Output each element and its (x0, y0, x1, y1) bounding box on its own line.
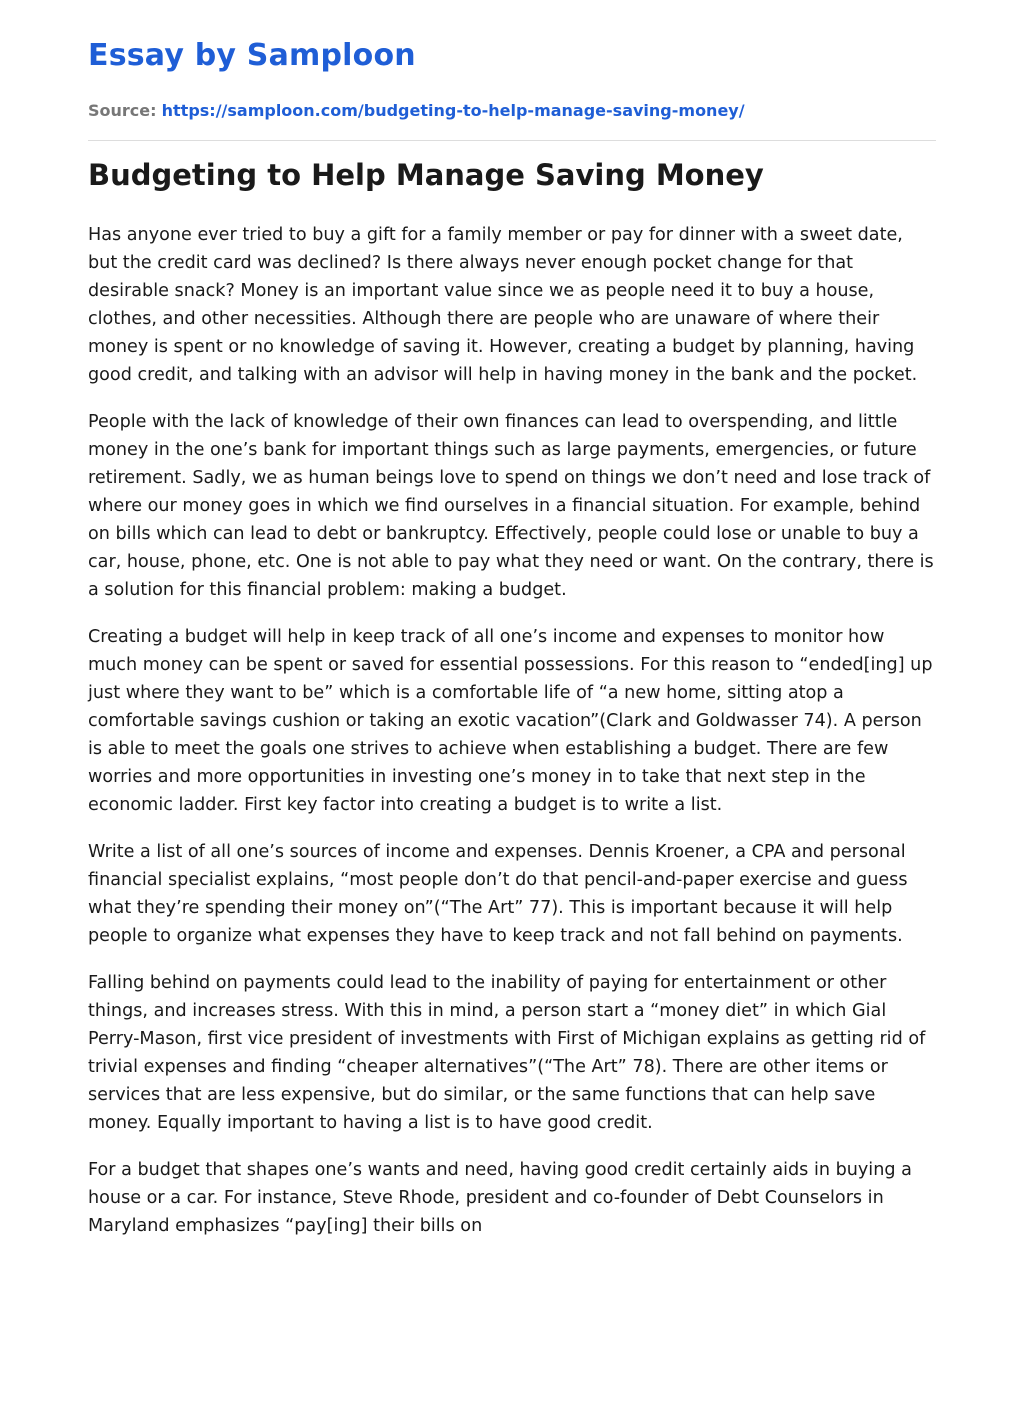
essay-paragraph: For a budget that shapes one’s wants and need, having good credit certainly aids in buying a house or a car. For instance, Steve Rhode, president and co-founder of Debt Counselors in Maryland emphasizes “pay[ing] their bills on (88, 1160, 912, 1236)
essay-title: Budgeting to Help Manage Saving Money (88, 158, 764, 192)
source-label: Source: (88, 101, 157, 120)
essay-paragraph: Falling behind on payments could lead to the inability of paying for entertainment or other things, and increases stress. With this in mind, a person start a “money diet” in which Gial Perry-Mason, first vice president of investments with First of Michigan explains as getting rid of trivial expenses and finding “cheaper alternatives”(“The Art” 78). There are other items or services that are less expensive, but do similar, or the same functions that can help save money. Equally important to having a list is to have good credit. (88, 973, 926, 1133)
essay-page (88, 0, 936, 1240)
brand-title: Essay by Samploon (88, 38, 416, 73)
essay-body (88, 221, 936, 1240)
header-divider (88, 140, 936, 141)
source-line (88, 100, 936, 122)
essay-paragraph: Write a list of all one’s sources of income and expenses. Dennis Kroener, a CPA and personal financial specialist explains, “most people don’t do that pencil-and-paper exercise and guess what they’re spending their money on”(“The Art” 77). This is important because it will help people to organize what expenses they have to keep track and not fall behind on payments. (88, 842, 908, 946)
source-link[interactable]: https://samploon.com/budgeting-to-help-manage-saving-money/ (161, 101, 745, 120)
essay-paragraph: People with the lack of knowledge of their own finances can lead to overspending, and little money in the one’s bank for important things such as large payments, emergencies, or future retirement. Sadly, we as human beings love to spend on things we don’t need and lose track of where our money goes in which we find ourselves in a financial situation. For example, behind on bills which can lead to debt or bankruptcy. Effectively, people could lose or unable to buy a car, house, phone, etc. One is not able to pay what they need or want. On the contrary, there is a solution for this financial problem: making a budget. (88, 412, 934, 600)
essay-paragraph: Has anyone ever tried to buy a gift for a family member or pay for dinner with a sweet date, but the credit card was declined? Is there always never enough pocket change for that desirable snack? Money is an important value since we as people need it to buy a house, clothes, and other necessities. Although there are people who are unaware of where their money is spent or no knowledge of saving it. However, creating a budget by planning, having good credit, and talking with an advisor will help in having money in the bank and the pocket. (88, 225, 918, 385)
essay-paragraph: Creating a budget will help in keep track of all one’s income and expenses to monitor how much money can be spent or saved for essential possessions. For this reason to “ended[ing] up just where they want to be” which is a comfortable life of “a new home, sitting atop a comfortable savings cushion or taking an exotic vacation”(Clark and Goldwasser 74). A person is able to meet the goals one strives to achieve when establishing a budget. There are few worries and more opportunities in investing one’s money in to take that next step in the economic ladder. First key factor into creating a budget is to write a list. (88, 627, 933, 815)
